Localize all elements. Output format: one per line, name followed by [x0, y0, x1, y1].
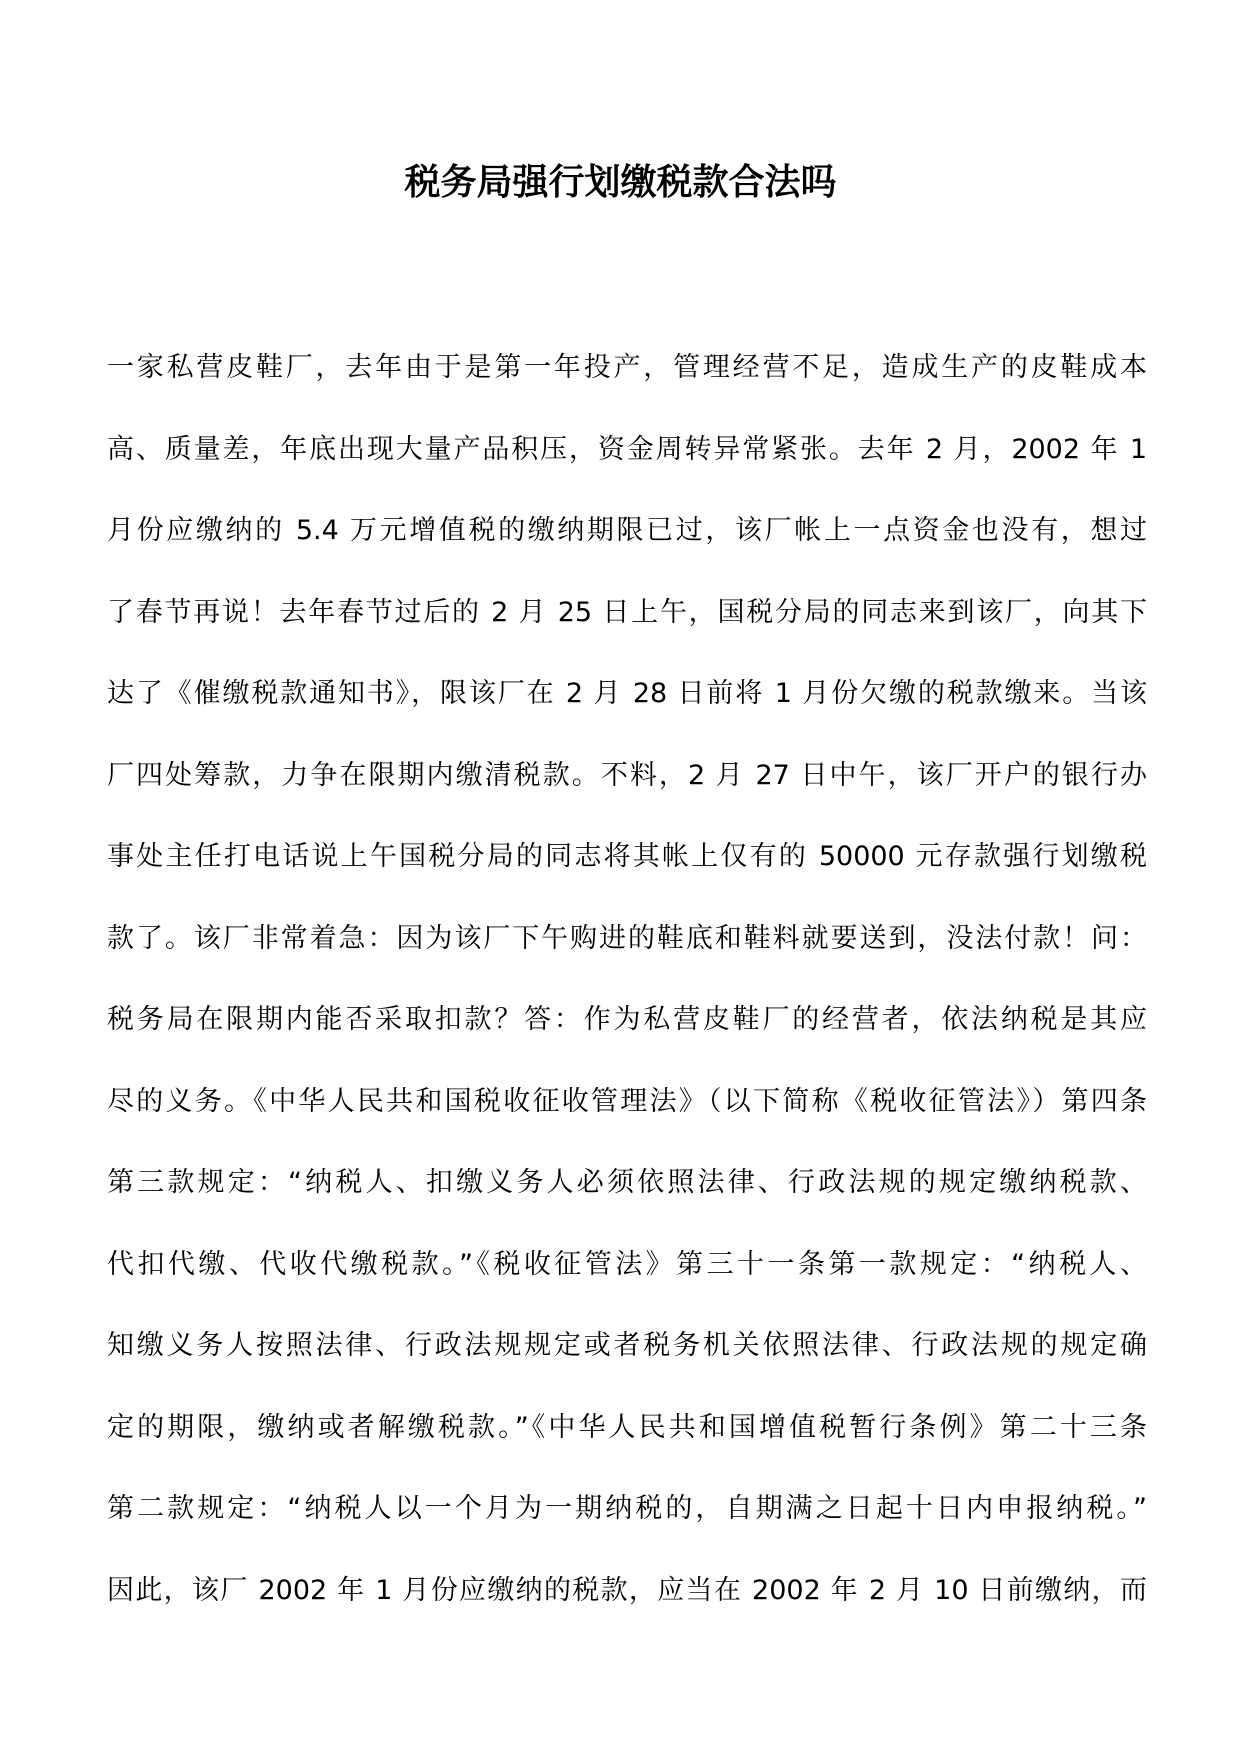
body-line: 知缴义务人按照法律、行政法规规定或者税务机关依照法律、行政法规的规定确: [107, 1330, 1147, 1361]
body-line: 税务局在限期内能否采取扣款？答：作为私营皮鞋厂的经营者，依法纳税是其应: [107, 1004, 1147, 1035]
body-line: 第三款规定：“纳税人、扣缴义务人必须依照法律、行政法规的规定缴纳税款、: [107, 1167, 1147, 1198]
body-line: 第二款规定：“纳税人以一个月为一期纳税的，自期满之日起十日内申报纳税。”: [107, 1493, 1147, 1524]
body-line: 月份应缴纳的 5.4 万元增值税的缴纳期限已过，该厂帐上一点资金也没有，想过: [107, 515, 1147, 546]
body-line: 高、质量差，年底出现大量产品积压，资金周转异常紧张。去年 2 月，2002 年 1: [107, 433, 1147, 465]
body-line: 厂四处筹款，力争在限期内缴清税款。不料，2 月 27 日中午，该厂开户的银行办: [107, 759, 1147, 791]
body-line: 尽的义务。《中华人民共和国税收征收管理法》（以下简称《税收征管法》）第四条: [107, 1085, 1147, 1117]
document-title: 税务局强行划缴税款合法吗: [404, 161, 837, 203]
body-line: 一家私营皮鞋厂，去年由于是第一年投产，管理经营不足，造成生产的皮鞋成本: [107, 352, 1147, 383]
body-line: 事处主任打电话说上午国税分局的同志将其帐上仅有的 50000 元存款强行划缴税: [107, 841, 1147, 872]
body-line: 因此，该厂 2002 年 1 月份应缴纳的税款，应当在 2002 年 2 月 10 日前缴纳，而: [107, 1574, 1147, 1606]
body-line: 代扣代缴、代收代缴税款。”《税收征管法》第三十一条第一款规定：“纳税人、: [107, 1248, 1147, 1280]
body-line: 款了。该厂非常着急：因为该厂下午购进的鞋底和鞋料就要送到，没法付款！问：: [107, 922, 1147, 954]
document-body: [107, 350, 1147, 1654]
body-line: 达了《催缴税款通知书》，限该厂在 2 月 28 日前将 1 月份欠缴的税款缴来。当该: [107, 678, 1147, 709]
body-line: 定的期限，缴纳或者解缴税款。”《中华人民共和国增值税暂行条例》第二十三条: [107, 1411, 1147, 1443]
body-line: 了春节再说！去年春节过后的 2 月 25 日上午，国税分局的同志来到该厂，向其下: [107, 596, 1147, 628]
